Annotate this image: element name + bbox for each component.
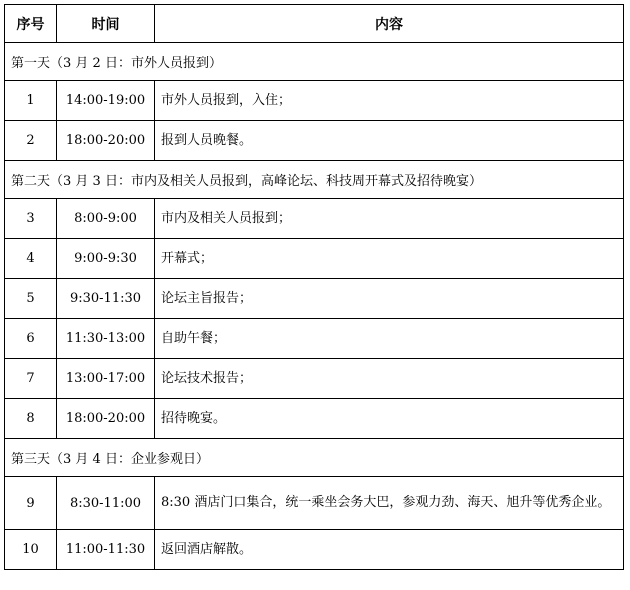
row-no: 10 [5, 530, 57, 570]
row-content: 自助午餐； [155, 319, 624, 359]
table-row [5, 199, 624, 239]
table-row [5, 359, 624, 399]
row-content: 招待晚宴。 [155, 399, 624, 439]
row-time: 9:00-9:30 [57, 239, 155, 279]
table-row [5, 319, 624, 359]
row-content: 论坛主旨报告； [155, 279, 624, 319]
row-content: 8:30 酒店门口集合，统一乘坐会务大巴，参观力劲、海天、旭升等优秀企业。 [155, 477, 624, 530]
table-row [5, 477, 624, 530]
row-time: 8:00-9:00 [57, 199, 155, 239]
table-row [5, 530, 624, 570]
header-content: 内容 [155, 5, 624, 43]
row-time: 18:00-20:00 [57, 399, 155, 439]
table-row [5, 239, 624, 279]
row-no: 1 [5, 81, 57, 121]
row-content: 报到人员晚餐。 [155, 121, 624, 161]
table-row [5, 399, 624, 439]
row-no: 2 [5, 121, 57, 161]
header-time: 时间 [57, 5, 155, 43]
row-time: 14:00-19:00 [57, 81, 155, 121]
row-content: 论坛技术报告； [155, 359, 624, 399]
row-no: 6 [5, 319, 57, 359]
header-row [5, 5, 624, 43]
day-row [5, 161, 624, 199]
row-time: 11:00-11:30 [57, 530, 155, 570]
row-time: 13:00-17:00 [57, 359, 155, 399]
row-no: 4 [5, 239, 57, 279]
row-time: 8:30-11:00 [57, 477, 155, 530]
day-title: 第三天（3 月 4 日：企业参观日） [5, 439, 624, 477]
row-no: 5 [5, 279, 57, 319]
day-title: 第二天（3 月 3 日：市内及相关人员报到，高峰论坛、科技周开幕式及招待晚宴） [5, 161, 624, 199]
row-time: 18:00-20:00 [57, 121, 155, 161]
row-no: 8 [5, 399, 57, 439]
day-title: 第一天（3 月 2 日：市外人员报到） [5, 43, 624, 81]
row-time: 11:30-13:00 [57, 319, 155, 359]
row-no: 7 [5, 359, 57, 399]
table-row [5, 121, 624, 161]
row-content: 开幕式； [155, 239, 624, 279]
header-no: 序号 [5, 5, 57, 43]
table-row [5, 81, 624, 121]
row-content: 市内及相关人员报到； [155, 199, 624, 239]
day-row [5, 43, 624, 81]
table-row [5, 279, 624, 319]
day-row [5, 439, 624, 477]
row-no: 9 [5, 477, 57, 530]
row-content: 返回酒店解散。 [155, 530, 624, 570]
row-no: 3 [5, 199, 57, 239]
schedule-table [4, 4, 624, 570]
row-content: 市外人员报到，入住； [155, 81, 624, 121]
row-time: 9:30-11:30 [57, 279, 155, 319]
